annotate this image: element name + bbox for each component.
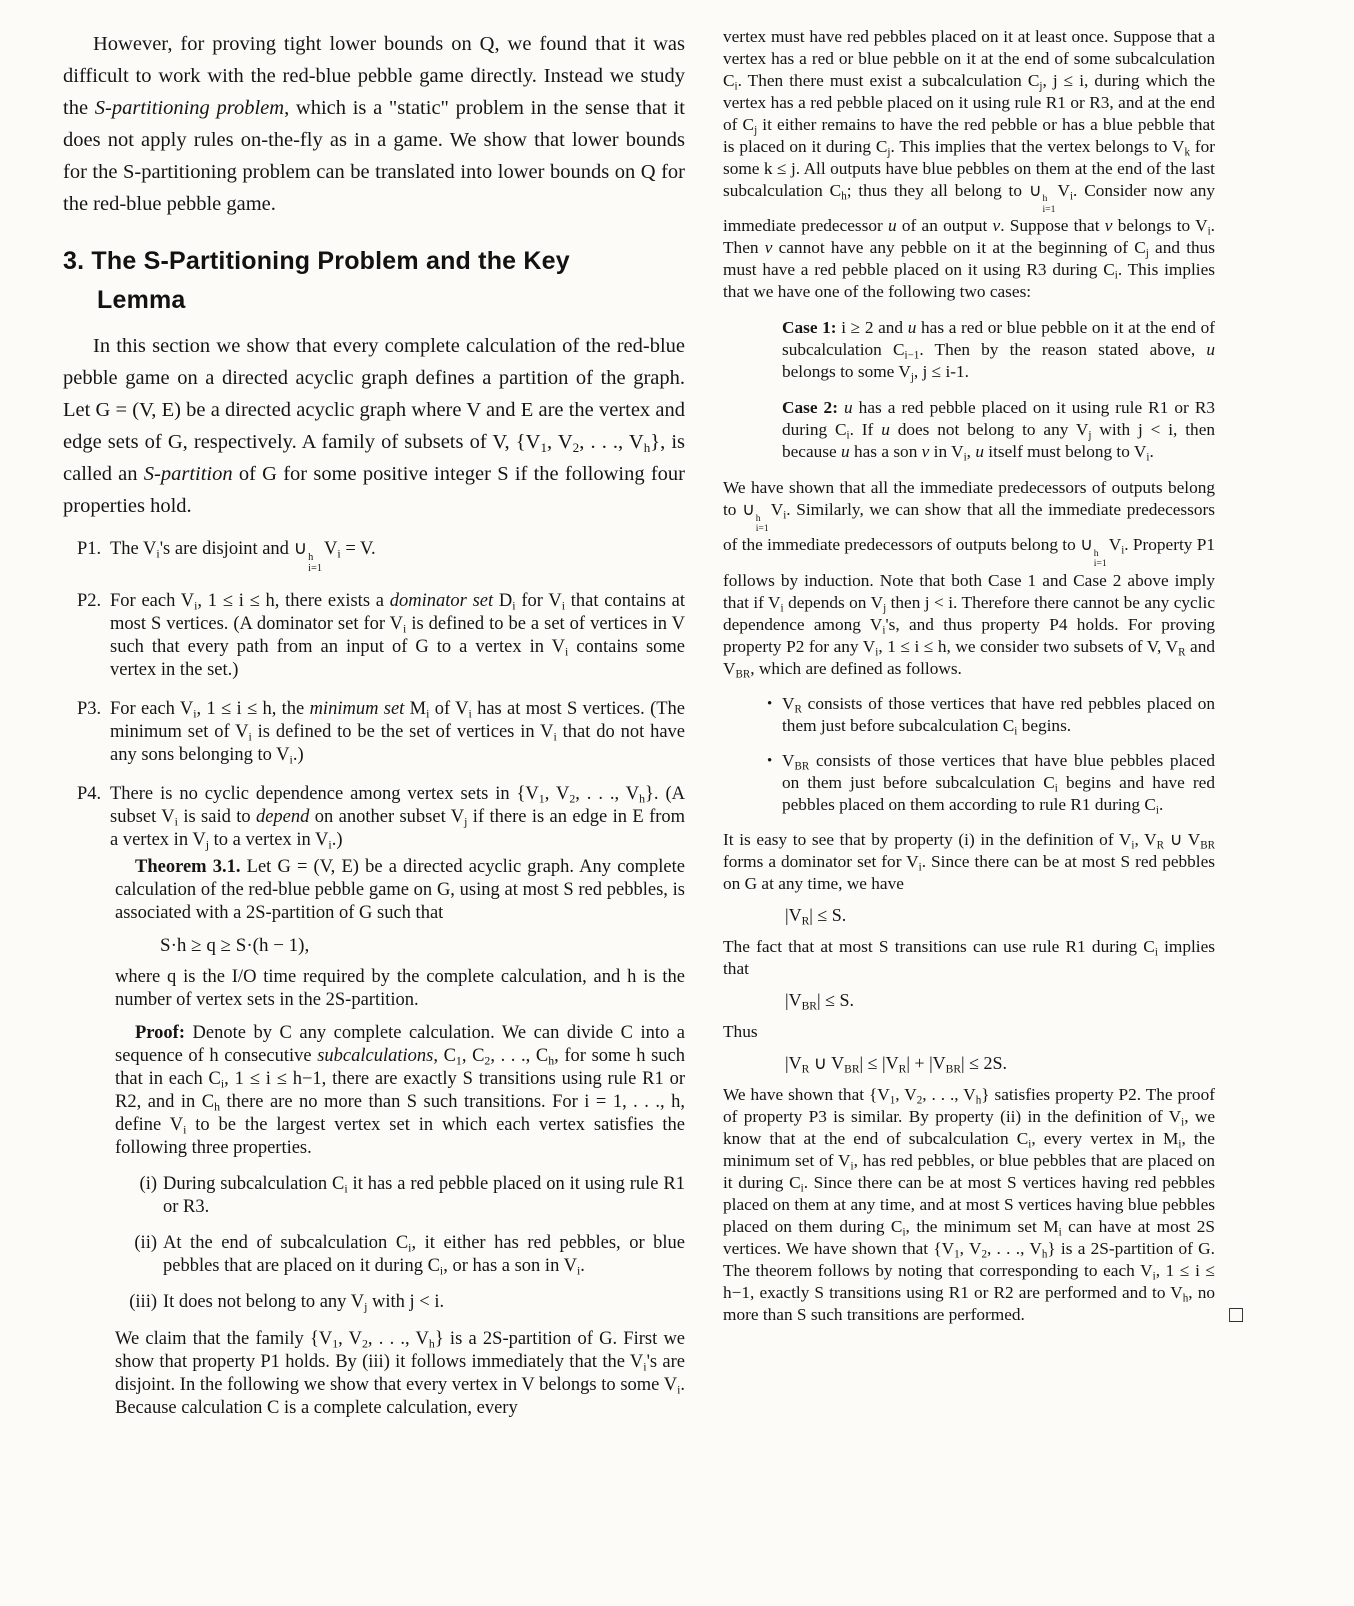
condition-label: (i) bbox=[139, 1174, 157, 1195]
section-heading-line1: 3. The S-Partitioning Problem and the Key bbox=[63, 247, 570, 275]
condition-item-ii bbox=[115, 1232, 685, 1278]
bullet-text: $V_{BR}$ consists of those vertices that have blue pebbles placed on them just before subcalculation $C_i$ begins and have red pebbles placed on them according to rule R1 during $C_i$. bbox=[782, 750, 1215, 817]
case-1-block: Case 1: i ≥ 2 and u has a red or blue pebble on it at the end of subcalculation $C_{i-1}$. Then by the reason stated above, u belongs to some $V_j$, j ≤ i-1. bbox=[782, 318, 1216, 384]
condition-label: (ii) bbox=[134, 1233, 157, 1254]
condition-item-i bbox=[115, 1173, 685, 1219]
bullet-icon: • bbox=[767, 752, 773, 769]
bullet-text: $V_R$ consists of those vertices that have red pebbles placed on them just before subcalculation $C_i$ begins. bbox=[782, 693, 1215, 738]
formula-union-bound: $|V_R$ ∪ $V_{BR}| \le |V_R| + |V_{BR}| \le 2S$. bbox=[785, 1052, 1008, 1076]
proof-paragraph: Proof: Denote by C any complete calculation. We can divide C into a sequence of h consecutive subcalculations, $C_1$, $C_2$, . . ., $C_h$, for some h such that in each $C_i$, 1 ≤ i ≤ h−1, there are exactly S transitions using rule R1 or R2, and in $C_h$ there are no more than S such transitions. For i = 1, . . ., h, define $V_i$ to be the largest vertex set in which each vertex satisfies the following three properties. bbox=[115, 1023, 685, 1159]
condition-label: (iii) bbox=[129, 1292, 157, 1313]
section-heading bbox=[63, 242, 685, 320]
intro-paragraph: However, for proving tight lower bounds on Q, we found that it was difficult to work with the red-blue pebble game directly. Instead we study the S-partitioning problem, which is a "static" problem in the sense that it does not apply rules on-the-fly as in a game. We show that lower bounds for the S-partitioning problem can be translated into lower bounds on Q for the red-blue pebble game. bbox=[63, 33, 685, 215]
continuation-paragraph: vertex must have red pebbles placed on it at least once. Suppose that a vertex has a red or blue pebble on it at the end of some subcalculation $C_i$. Then there must exist a subcalculation $C_j$, j ≤ i, during which the vertex has a red pebble placed on it using rule R1 or R3, and at the end of $C_j$ it either remains to have the red pebble or has a blue pebble that is placed on it during $C_j$. This implies that the vertex belongs to $V_k$ for some k ≤ j. All outputs have blue pebbles on them at the end of the last subcalculation $C_h$; thus they all belong to ∪ h i=1 $V_i$. Consider now any immediate predecessor u of an output v. Suppose that v belongs to $V_i$. Then v cannot have any pebble on it at the beginning of $C_j$ and thus must have a red pebble placed on it using R3 during $C_i$. This implies that we have one of the following two cases: bbox=[723, 27, 1216, 302]
section-intro-paragraph: In this section we show that every complete calculation of the red-blue pebble game on a directed acyclic graph defines a partition of the graph. Let G = (V, E) be a directed acyclic graph where V and E are the vertex and edge sets of G, respectively. A family of subsets of V, {$V_1$, $V_2$, . . ., $V_h$}, is called an S-partition of G for some positive integer S if the following four properties hold. bbox=[63, 335, 686, 517]
property-item-p4 bbox=[63, 783, 685, 852]
theorem-where-clause: where q is the I/O time required by the complete calculation, and h is the number of vertex sets in the 2S-partition. bbox=[115, 967, 685, 1011]
dominator-paragraph: It is easy to see that by property (i) in the definition of $V_i$, $V_R$ ∪ $V_{BR}$ forms a dominator set for $V_i$. Since there can be at most S red pebbles on G at any time, we have bbox=[723, 829, 1215, 893]
property-label: P4. bbox=[77, 784, 102, 805]
property-item-p2 bbox=[63, 590, 685, 682]
conclusion-text: We have shown that {$V_1$, $V_2$, . . ., $V_h$} satisfies property P2. The proof of property P3 is similar. By property (ii) in the definition of $V_i$, we know that at the end of subcalculation $C_i$, every vertex in $M_i$, the minimum set of $V_i$, has red pebbles, or blue pebbles that are placed on it during $C_i$. Since there can be at most S vertices having red pebbles placed on them at any time, and at most S vertices having blue pebbles placed on them during $C_i$, the minimum set $M_i$ can have at most 2S vertices. We have shown that {$V_1$, $V_2$, . . ., $V_h$} is a 2S-partition of G. The theorem follows by noting that corresponding to each $V_i$, 1 ≤ i ≤ h−1, exactly S transitions using R1 or R2 are performed and to $V_h$, no more than S such transitions are performed. bbox=[723, 1084, 1215, 1324]
property-label: P1. bbox=[77, 539, 102, 559]
theorem-block bbox=[115, 856, 685, 925]
property-label: P3. bbox=[77, 699, 102, 720]
conclusion-paragraph bbox=[723, 1084, 1243, 1327]
formula-vbr: $|V_{BR}| \le S$. bbox=[785, 989, 854, 1013]
bullet-item-vbr bbox=[767, 750, 1215, 816]
left-column bbox=[63, 28, 685, 1420]
theorem-statement: Theorem 3.1. Let G = (V, E) be a directed acyclic graph. Any complete calculation of the red-blue pebble game on G, using at most S red pebbles, is associated with a 2S-partition of G such that bbox=[115, 857, 685, 924]
property-text: The $V_i's$ are disjoint and ∪ h i=1 $V_i = V$. bbox=[110, 539, 376, 574]
bullet-item-vr bbox=[767, 693, 1215, 737]
condition-text: During subcalculation $C_i$ it has a red pebble placed on it using rule R1 or R3. bbox=[163, 1174, 685, 1218]
section-heading-line2: Lemma bbox=[97, 286, 186, 314]
property-text: For each $V_i$, 1 ≤ i ≤ h, the minimum set $M_i$ of $V_i$ has at most S vertices. (The minimum set of $V_i$ is defined to be the set of vertices in $V_i$ that do not have any sons belonging to $V_i$.) bbox=[110, 699, 686, 767]
condition-item-iii bbox=[115, 1291, 685, 1314]
end-of-proof-icon: □ bbox=[1229, 1301, 1243, 1327]
property-text: For each $V_i$, 1 ≤ i ≤ h, there exists a dominator set $D_i$ for $V_i$ that contains at most S vertices. (A dominator set for $V_i$ is defined to be a set of vertices in V such that every path from an input of G to a vertex in $V_i$ contains some vertex in the set.) bbox=[110, 591, 685, 681]
thus-label: Thus bbox=[723, 1021, 758, 1041]
right-column bbox=[723, 26, 1243, 1327]
property-item-p1 bbox=[63, 538, 685, 574]
property-text: There is no cyclic dependence among vertex sets in {$V_1$, $V_2$, . . ., $V_h$}. (A subset $V_i$ is said to depend on another subset $V_j$ if there is an edge in E from a vertex in $V_j$ to a vertex in $V_i$.) bbox=[110, 784, 686, 852]
property-item-p3 bbox=[63, 698, 685, 767]
bullet-icon: • bbox=[767, 695, 773, 712]
claim-paragraph: We claim that the family {$V_1$, $V_2$, . . ., $V_h$} is a 2S-partition of G. First we show that property P1 holds. By (iii) it follows immediately that the $V_i's$ are disjoint. In the following we show that every vertex in V belongs to some $V_i$. Because calculation C is a complete calculation, every bbox=[115, 1329, 686, 1419]
formula-vr: $|V_R| \le S$. bbox=[785, 904, 847, 928]
predecessors-paragraph: We have shown that all the immediate predecessors of outputs belong to ∪ h i=1 $V_i$. Similarly, we can show that all the immediate predecessors of the immediate predecessors of outputs belong to ∪ h i=1 $V_i$. Property P1 follows by induction. Note that both Case 1 and Case 2 above imply that if $V_i$ depends on $V_j$ then j < i. Therefore there cannot be any cyclic dependence among $V_i's$, and thus property P4 holds. For proving property P2 for any $V_i$, 1 ≤ i ≤ h, we consider two subsets of V, $V_R$ and $V_{BR}$, which are defined as follows. bbox=[723, 478, 1215, 681]
fact-paragraph: The fact that at most S transitions can use rule R1 during $C_i$ implies that bbox=[723, 936, 1216, 978]
theorem-formula: S·h ≥ q ≥ S·(h − 1), bbox=[160, 935, 310, 957]
condition-text: At the end of subcalculation $C_i$, it either has red pebbles, or blue pebbles that are placed on it during $C_i$, or has a son in $V_i$. bbox=[163, 1233, 686, 1278]
case-2-block: Case 2: u has a red pebble placed on it using rule R1 or R3 during $C_i$. If u does not belong to any $V_j$ with j < i, then because u has a son v in $V_i$, u itself must belong to $V_i$. bbox=[782, 398, 1216, 464]
property-label: P2. bbox=[77, 591, 102, 612]
condition-text: It does not belong to any $V_j$ with j < i. bbox=[163, 1292, 445, 1314]
